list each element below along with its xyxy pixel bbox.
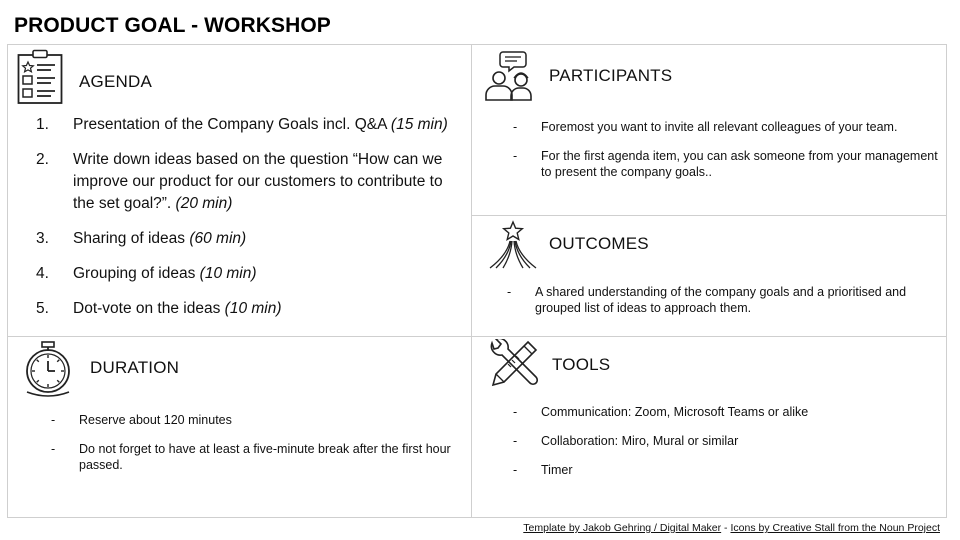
agenda-item-time: (15 min) (390, 116, 448, 133)
list-item-text: Do not forget to have at least a five-minute break after the first hour passed. (79, 442, 451, 472)
footer-credits (523, 522, 940, 534)
dash-bullet: - (513, 463, 518, 477)
outcomes-list (507, 284, 940, 329)
list-item-text: Communication: Zoom, Microsoft Teams or alike (541, 405, 809, 419)
agenda-item-text: Sharing of ideas (73, 230, 190, 247)
list-item (513, 148, 941, 180)
list-item (51, 412, 464, 428)
agenda-item-number: 3. (36, 230, 49, 247)
agenda-item-number: 5. (36, 300, 49, 317)
agenda-item (36, 298, 466, 320)
participants-title: PARTICIPANTS (549, 66, 673, 85)
list-item-text: Foremost you want to invite all relevant colleagues of your team. (541, 120, 898, 134)
grid-divider-vertical (471, 44, 472, 518)
duration-list (51, 412, 464, 486)
footer-separator: - (721, 522, 731, 534)
list-item (513, 462, 941, 478)
agenda-item-time: (60 min) (189, 230, 247, 247)
agenda-item-number: 2. (36, 151, 49, 168)
agenda-item (36, 114, 466, 136)
dash-bullet: - (51, 442, 56, 456)
agenda-list (36, 114, 466, 333)
list-item-text: For the first agenda item, you can ask someone from your management to present the company goals.. (541, 149, 938, 179)
agenda-item-number: 1. (36, 116, 49, 133)
list-item (513, 433, 941, 449)
agenda-item-number: 4. (36, 265, 49, 282)
people-chat-icon (483, 50, 537, 102)
checklist-icon (17, 49, 63, 105)
template-credit-link[interactable]: Template by Jakob Gehring / Digital Maker (523, 522, 722, 534)
dash-bullet: - (513, 405, 518, 419)
tools-list (513, 404, 941, 491)
dash-bullet: - (507, 285, 512, 299)
list-item (513, 404, 941, 420)
agenda-item (36, 228, 466, 250)
list-item-text: Timer (541, 463, 573, 477)
agenda-item-text: Grouping of ideas (73, 265, 200, 282)
duration-title: DURATION (90, 358, 180, 377)
outcomes-title: OUTCOMES (549, 234, 649, 253)
grid-divider-right-bottom (471, 336, 947, 337)
page-title: PRODUCT GOAL - WORKSHOP (14, 14, 331, 37)
tools-title: TOOLS (552, 355, 611, 374)
grid-divider-left (7, 336, 472, 337)
stopwatch-icon (22, 340, 74, 398)
agenda-item-time: (10 min) (199, 265, 257, 282)
agenda-item (36, 149, 466, 215)
agenda-item-text: Presentation of the Company Goals incl. Q&A (73, 116, 391, 133)
list-item (507, 284, 940, 316)
agenda-item (36, 263, 466, 285)
agenda-item-text: Dot-vote on the ideas (73, 300, 225, 317)
agenda-item-time: (10 min) (224, 300, 282, 317)
dash-bullet: - (513, 434, 518, 448)
participants-list (513, 119, 941, 193)
dash-bullet: - (51, 413, 56, 427)
star-rising-icon (487, 220, 539, 270)
dash-bullet: - (513, 149, 518, 163)
agenda-item-time: (20 min) (175, 195, 233, 212)
list-item-text: A shared understanding of the company goals and a prioritised and grouped list of ideas to approach them. (535, 285, 907, 315)
agenda-title: AGENDA (79, 72, 152, 91)
list-item (513, 119, 941, 135)
list-item-text: Reserve about 120 minutes (79, 413, 232, 427)
icons-credit-link[interactable]: Icons by Creative Stall from the Noun Project (730, 522, 940, 534)
list-item-text: Collaboration: Miro, Mural or similar (541, 434, 739, 448)
dash-bullet: - (513, 120, 518, 134)
grid-divider-right-top (471, 215, 947, 216)
wrench-pencil-icon (486, 339, 540, 391)
agenda-item-text: Write down ideas based on the question “How can we improve our product for our customers to contribute to the set goal?”. (73, 151, 443, 212)
list-item (51, 441, 464, 473)
